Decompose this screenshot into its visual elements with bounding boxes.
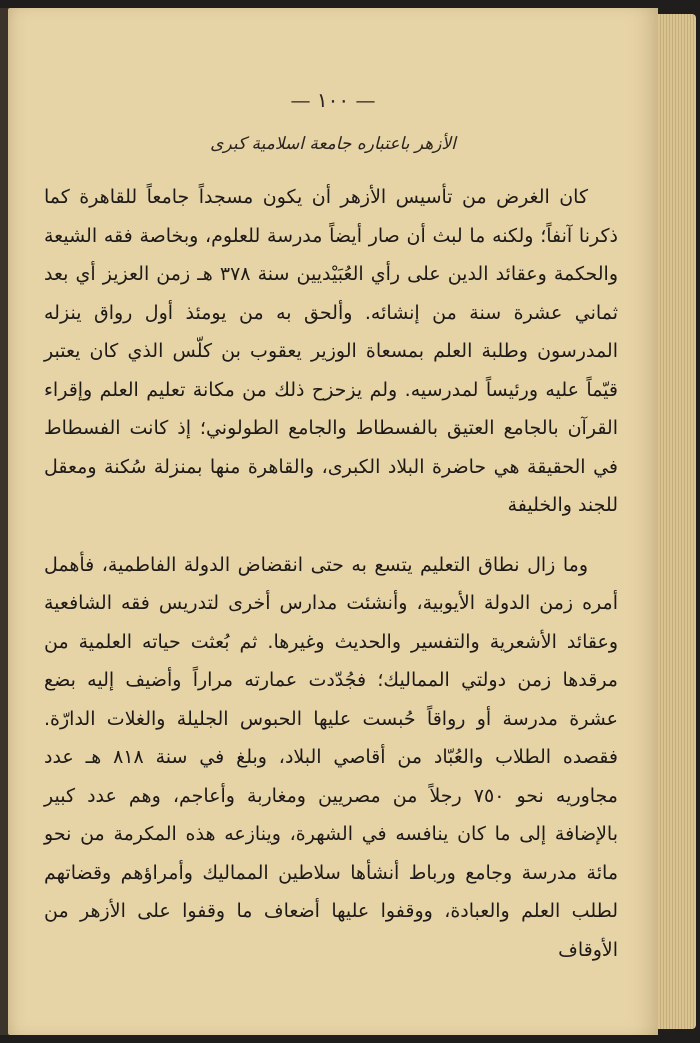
paragraph-1: كان الغرض من تأسيس الأزهر أن يكون مسجداً جامعاً للقاهرة كما ذكرنا آنفاً؛ ولكنه ما لبث أن صار أيضاً مدرسة للعلوم، وبخاصة فقه الشيعة والحكمة وعقائد الدين على رأي العُبَيْديين سنة ٣٧٨ هـ زمن العزيز أي بعد ثماني عشرة سنة من إنشائه. وألحق به من يومئذ أول رواق ينزله المدرسون وطلبة العلم بمسعاة الوزير يعقوب بن كلّس الذي كان يعتبر قيّماً عليه ورئيساً لمدرسيه. ولم يزحزح ذلك من مكانة تعليم العلم وإقراء القرآن بالجامع العتيق بالفسطاط والجامع الطولوني؛ إذ كانت الفسطاط في الحقيقة هي حاضرة البلاد الكبرى، والقاهرة منها بمنزلة سُكنة ومعقل للجند والخليفة (44, 186, 618, 516)
book-page (8, 8, 658, 1035)
section-heading: الأزهر باعتباره جامعة اسلامية كبرى (210, 134, 456, 154)
body-text (44, 178, 618, 969)
paragraph-2: وما زال نطاق التعليم يتسع به حتى انقضاض الدولة الفاطمية، فأهمل أمره زمن الدولة الأيوبية، وأنشئت مدارس أخرى لتدريس فقه الشافعية وعقائد الأشعرية والتفسير والحديث وغيرها. ثم بُعثت حياته العلمية من مرقدها زمن دولتي المماليك؛ فجُدّدت عمارته مراراً وأضيف إليه بضع عشرة مدرسة أو رواقاً حُبست عليها الحبوس الجليلة والغلات الدارّة. فقصده الطلاب والعُبّاد من أقاصي البلاد، وبلغ في سنة ٨١٨ هـ عدد مجاوريه نحو ٧٥٠ رجلاً من مصريين ومغاربة وأعاجم، وهم عدد كبير بالإضافة إلى ما كان ينافسه في الشهرة، وينازعه هذه المكرمة من نحو مائة مدرسة وجامع ورباط أنشأها سلاطين المماليك وأمراؤهم وقضاتهم لطلب العلم والعبادة، ووقفوا عليها أضعاف ما وقفوا على الأزهر من الأوقاف (44, 553, 618, 961)
page-number: — ١٠٠ — (290, 88, 376, 112)
book-gutter (0, 8, 8, 1035)
page-edges (658, 14, 696, 1029)
